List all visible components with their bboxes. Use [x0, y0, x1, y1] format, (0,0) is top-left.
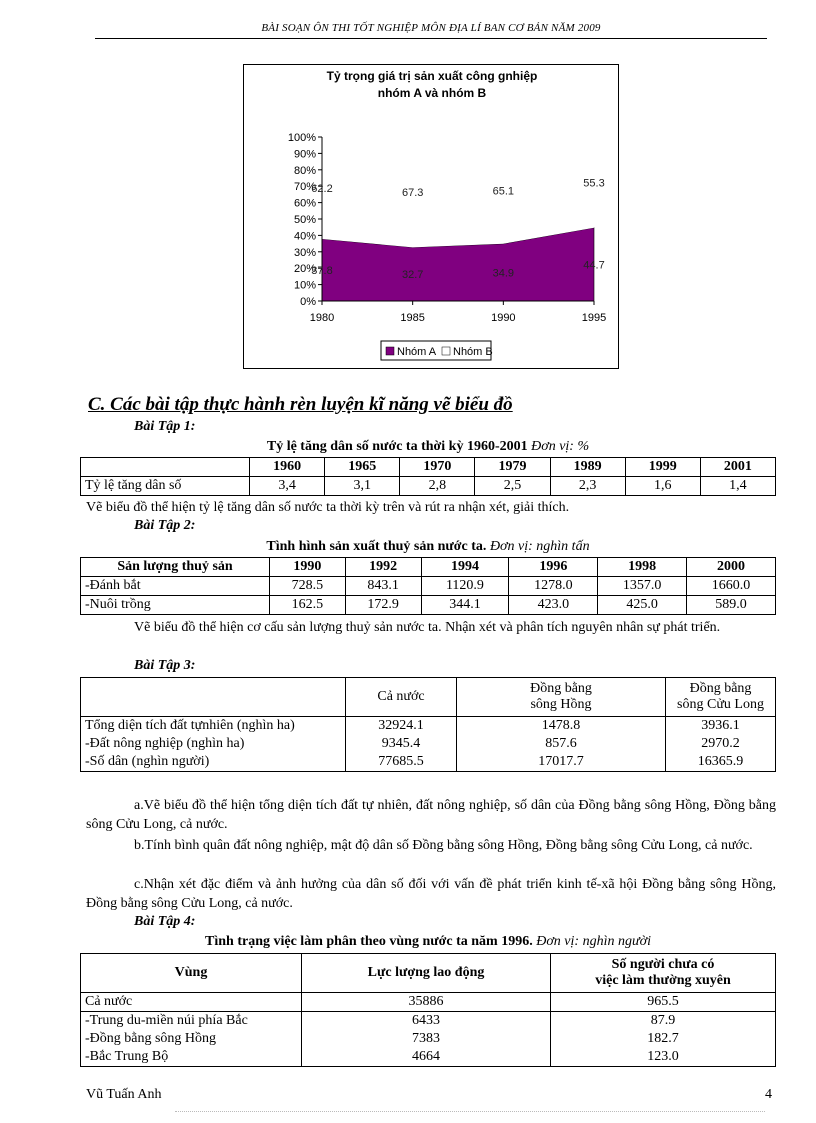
table-cell: 965.5	[551, 993, 776, 1012]
ex2-unit: Đơn vị: nghìn tấn	[489, 539, 590, 554]
table-header-cell: Cả nước	[346, 678, 457, 717]
table-cell: 1660.0	[687, 577, 776, 596]
data-label-nhom-a: 32.7	[401, 269, 424, 282]
data-label-nhom-b: 65.1	[492, 185, 515, 198]
legend-label-nhom-b: Nhóm B	[453, 346, 493, 358]
table-row	[81, 735, 776, 753]
table-row	[81, 577, 776, 596]
table-row	[81, 1048, 776, 1067]
ex1-table	[80, 457, 776, 496]
table-cell: 2,3	[550, 477, 625, 496]
table-cell: 162.5	[270, 596, 346, 615]
y-tick-label: 80%	[293, 164, 316, 177]
y-tick-label: 50%	[293, 214, 316, 226]
legend-swatch-nhom-b	[442, 347, 450, 355]
table-row	[81, 458, 776, 477]
ex1-instruction: Vẽ biểu đồ thể hiện tỷ lệ tăng dân số nước ta thời kỳ trên và rút ra nhận xét, giải thích.	[86, 500, 570, 515]
table-header-cell: 2001	[700, 458, 775, 477]
y-tick-label: 70%	[293, 181, 316, 194]
header-line: sông Cửu Long	[677, 697, 764, 712]
area-nhom-b	[322, 137, 594, 247]
table-row-label: -Nuôi trồng	[81, 596, 270, 615]
ex3-table	[80, 677, 776, 772]
table-cell: 32924.1	[346, 717, 457, 736]
table-row-label: -Bắc Trung Bộ	[81, 1048, 302, 1067]
table-row-label: Tỷ lệ tăng dân số	[81, 477, 250, 496]
table-header-cell: 1989	[550, 458, 625, 477]
chart-frame	[243, 64, 619, 369]
table-row-label: Cả nước	[81, 993, 302, 1012]
table-cell: 123.0	[551, 1048, 776, 1067]
data-label-nhom-a: 44.7	[583, 259, 605, 272]
table-row-label: -Đồng bằng sông Hồng	[81, 1030, 302, 1048]
table-cell: 857.6	[457, 735, 666, 753]
table-cell: 2,8	[400, 477, 475, 496]
ex2-table	[80, 557, 776, 615]
y-tick-label: 30%	[293, 246, 316, 259]
chart-title-line2: nhóm A và nhóm B	[377, 86, 487, 100]
legend-swatch-nhom-a	[386, 347, 394, 355]
header-line: sông Hồng	[530, 697, 592, 712]
table-cell: 2,5	[475, 477, 550, 496]
table-cell: 16365.9	[666, 753, 776, 772]
table-row-label: -Đánh bắt	[81, 577, 270, 596]
table-header-cell	[551, 954, 776, 993]
table-header-cell: Sản lượng thuỷ sản	[81, 558, 270, 577]
table-cell	[81, 678, 346, 717]
x-tick-label: 1985	[400, 312, 425, 324]
ex1-unit: Đơn vị: %	[531, 439, 590, 454]
ex4-unit: Đơn vị: nghìn người	[536, 934, 651, 949]
y-tick-label: 40%	[293, 230, 316, 243]
y-tick-label: 20%	[293, 263, 316, 276]
y-tick-label: 60%	[293, 197, 316, 210]
ex3-task-b: b.Tính bình quân đất nông nghiệp, mật độ dân số Đồng bằng sông Hồng, Đồng bằng sông Cửu Long, cả nước.	[134, 838, 753, 853]
table-cell: 182.7	[551, 1030, 776, 1048]
table-cell: 87.9	[551, 1012, 776, 1031]
table-header-cell	[457, 678, 666, 717]
table-header-cell: 1999	[625, 458, 700, 477]
table-header-cell: 1998	[598, 558, 687, 577]
table-cell: 4664	[302, 1048, 551, 1067]
table-row	[81, 993, 776, 1012]
table-row-label: -Đất nông nghiệp (nghìn ha)	[81, 735, 346, 753]
chart-title-line1: Tỷ trọng giá trị sản xuất công gnhiệp	[326, 69, 538, 83]
table-cell: 423.0	[509, 596, 598, 615]
table-header-cell: 1979	[475, 458, 550, 477]
ex3-task-c: c.Nhận xét đặc điểm và ảnh hưởng của dân số đối với vấn đề phát triển kinh tế-xã hội Đồng bằng sông Hồng, Đồng bằng sông Cửu Long, cả nước.	[86, 877, 776, 911]
ex4-title: Bài Tập 4:	[134, 914, 196, 929]
header-line: Số người chưa có	[611, 957, 715, 972]
ex2-instruction: Vẽ biểu đồ thể hiện cơ cấu sản lượng thuỷ sản nước ta. Nhận xét và phân tích nguyên nhân sự phát triển.	[134, 620, 721, 635]
ex4-caption	[80, 934, 776, 950]
table-cell: 1357.0	[598, 577, 687, 596]
ex4-table	[80, 953, 776, 1067]
ex2-caption	[80, 539, 776, 555]
header-line: Đồng bằng	[689, 681, 752, 696]
table-cell: 728.5	[270, 577, 346, 596]
x-tick-label: 1995	[581, 312, 607, 324]
table-cell	[81, 458, 250, 477]
ex1-caption-text: Tỷ lệ tăng dân số nước ta thời kỳ 1960-2001	[266, 439, 528, 454]
legend-label-nhom-a: Nhóm A	[397, 346, 437, 358]
header-line: việc làm thường xuyên	[595, 973, 731, 988]
data-label-nhom-a: 34.9	[492, 267, 515, 280]
table-header-cell: 1996	[509, 558, 598, 577]
table-row-label: Tổng diện tích đất tựnhiên (nghìn ha)	[81, 717, 346, 736]
table-cell: 3936.1	[666, 717, 776, 736]
table-cell: 1120.9	[421, 577, 509, 596]
data-label-nhom-b: 62.2	[311, 183, 333, 196]
section-title: C. Các bài tập thực hành rèn luyện kĩ năng vẽ biểu đồ	[88, 394, 513, 415]
table-row	[81, 1012, 776, 1031]
table-cell: 1,4	[700, 477, 775, 496]
table-cell: 1,6	[625, 477, 700, 496]
ex4-caption-text: Tình trạng việc làm phân theo vùng nước ta năm 1996.	[205, 934, 533, 949]
ex2-title: Bài Tập 2:	[134, 518, 196, 533]
table-cell: 172.9	[345, 596, 421, 615]
x-tick-label: 1980	[309, 312, 335, 324]
x-tick-label: 1990	[491, 312, 516, 324]
table-cell: 35886	[302, 993, 551, 1012]
page-header: BÀI SOẠN ÔN THI TỐT NGHIỆP MÔN ĐỊA LÍ BAN CƠ BẢN NĂM 2009	[261, 22, 601, 34]
footer-rule	[175, 1111, 765, 1112]
table-row	[81, 717, 776, 736]
table-row	[81, 477, 776, 496]
table-cell: 6433	[302, 1012, 551, 1031]
table-header-cell: 1990	[270, 558, 346, 577]
table-cell: 425.0	[598, 596, 687, 615]
table-row-label: -Số dân (nghìn người)	[81, 753, 346, 772]
data-label-nhom-b: 67.3	[401, 187, 424, 200]
table-header-cell: 1960	[250, 458, 325, 477]
table-header-cell	[666, 678, 776, 717]
table-header-cell: Lực lượng lao động	[302, 954, 551, 993]
ex3-task-a: a.Vẽ biểu đồ thể hiện tổng diện tích đất tự nhiên, đất nông nghiệp, số dân của Đồng bằng sông Hồng, Đồng bằng sông Cửu Long, cả nước.	[86, 798, 776, 832]
ex3-title: Bài Tập 3:	[134, 658, 196, 673]
table-cell: 2970.2	[666, 735, 776, 753]
table-row	[81, 558, 776, 577]
table-header-cell: 1992	[345, 558, 421, 577]
table-cell: 77685.5	[346, 753, 457, 772]
y-tick-label: 0%	[300, 296, 316, 308]
table-cell: 17017.7	[457, 753, 666, 772]
header-line: Đồng bằng	[530, 681, 592, 696]
table-cell: 589.0	[687, 596, 776, 615]
table-cell: 1478.8	[457, 717, 666, 736]
table-row	[81, 596, 776, 615]
y-tick-label: 90%	[293, 148, 316, 161]
table-header-cell: 1994	[421, 558, 509, 577]
y-tick-label: 100%	[287, 132, 316, 144]
y-tick-label: 10%	[293, 279, 316, 292]
table-cell: 3,4	[250, 477, 325, 496]
table-row	[81, 1030, 776, 1048]
footer-author: Vũ Tuấn Anh	[86, 1087, 162, 1102]
header-rule	[95, 38, 767, 39]
table-row-label: -Trung du-miền núi phía Bắc	[81, 1012, 302, 1031]
table-row	[81, 954, 776, 993]
table-header-cell: 1965	[325, 458, 400, 477]
data-label-nhom-b: 55.3	[583, 177, 605, 190]
ex1-caption	[80, 439, 776, 455]
table-header-cell: 1970	[400, 458, 475, 477]
footer-page-number: 4	[765, 1087, 772, 1102]
table-cell: 3,1	[325, 477, 400, 496]
table-cell: 843.1	[345, 577, 421, 596]
table-cell: 344.1	[421, 596, 509, 615]
chart-legend	[381, 341, 493, 360]
data-label-nhom-a: 37.8	[311, 265, 333, 278]
table-cell: 9345.4	[346, 735, 457, 753]
table-header-cell: Vùng	[81, 954, 302, 993]
table-cell: 7383	[302, 1030, 551, 1048]
table-row	[81, 753, 776, 772]
table-row	[81, 678, 776, 717]
table-cell: 1278.0	[509, 577, 598, 596]
ex1-title: Bài Tập 1:	[134, 419, 196, 434]
table-header-cell: 2000	[687, 558, 776, 577]
ex2-caption-text: Tình hình sản xuất thuỷ sản nước ta.	[266, 539, 487, 554]
area-chart	[244, 65, 618, 368]
